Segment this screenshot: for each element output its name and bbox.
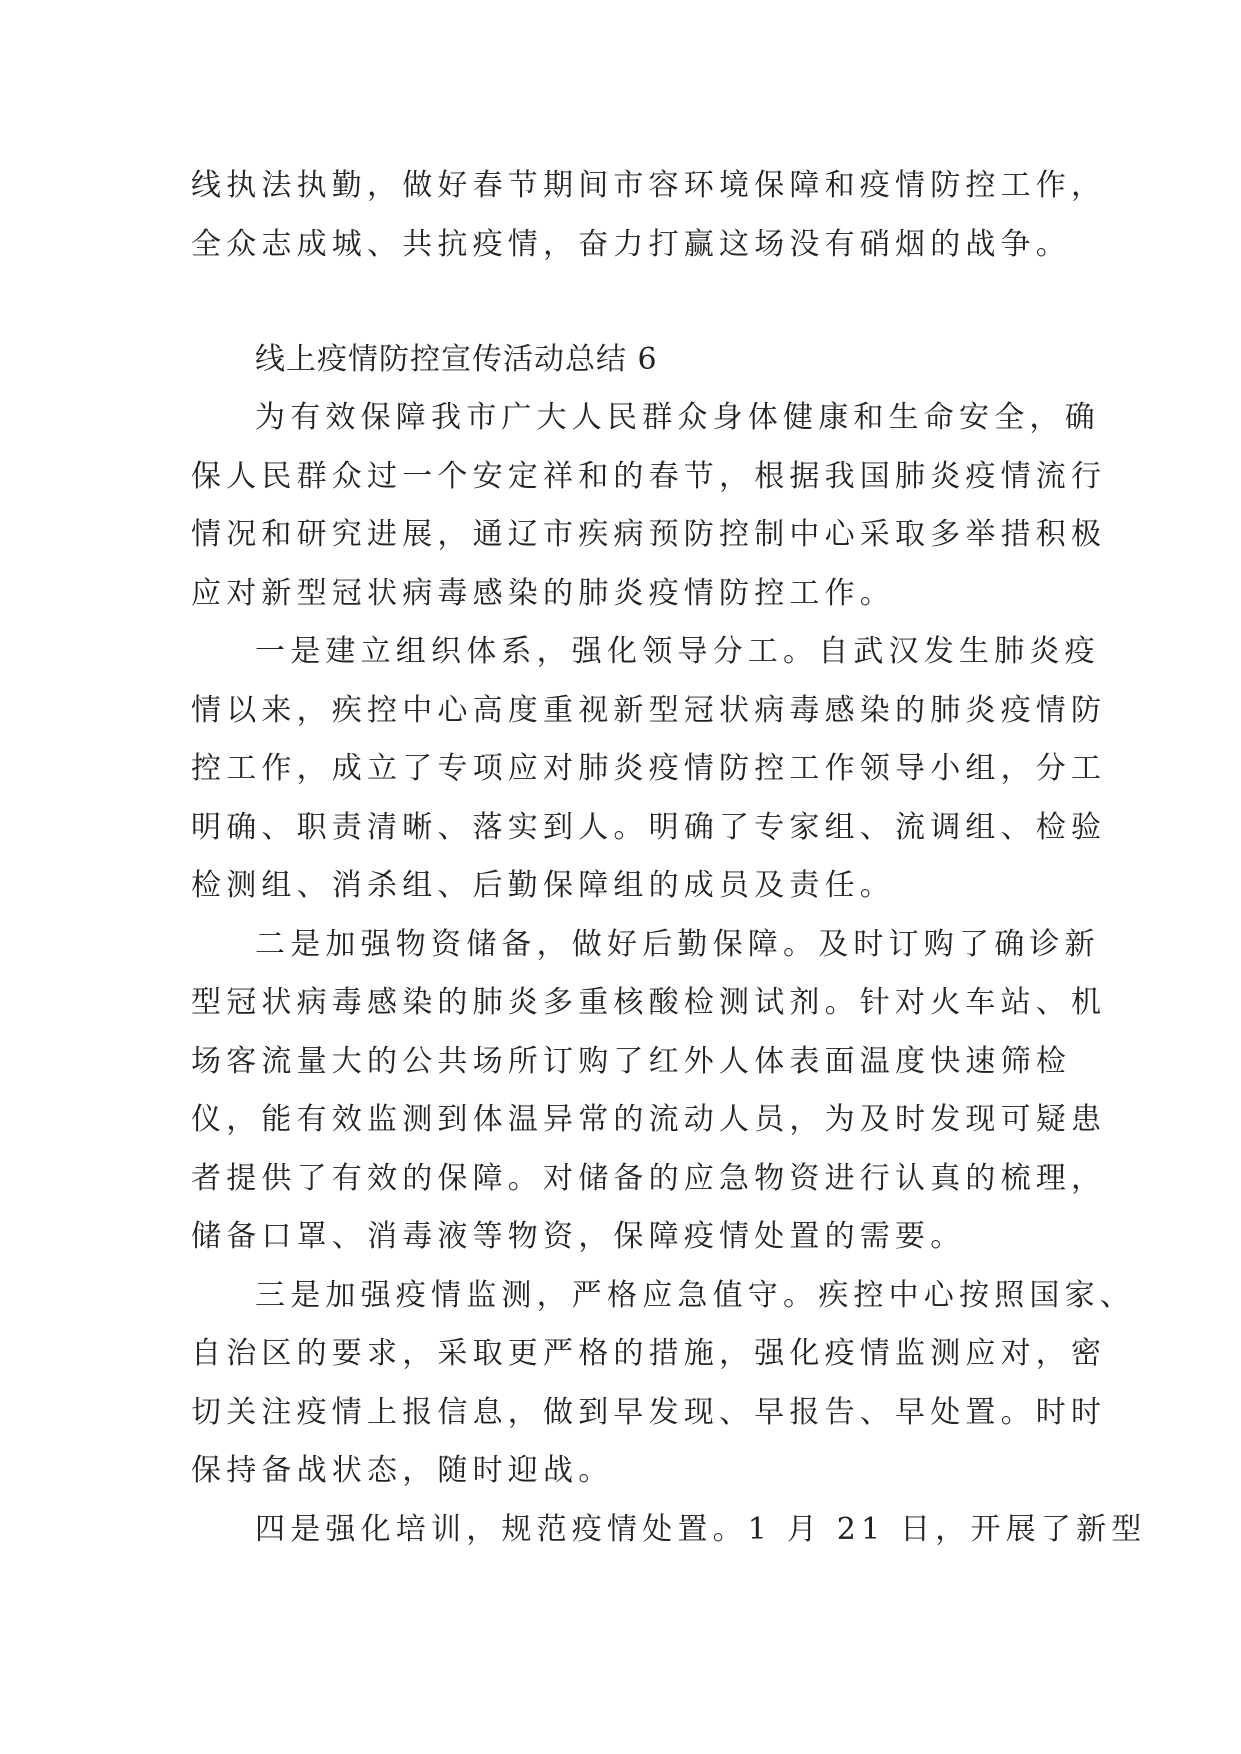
text-line: 二是加强物资储备，做好后勤保障。及时订购了确诊新 [255,927,1100,962]
text-line: 四是强化培训，规范疫情处置。1 月 21 日，开展了新型 [255,1512,1147,1547]
text-line: 仪，能有效监测到体温异常的流动人员，为及时发现可疑患 [191,1102,1107,1137]
text-line: 者提供了有效的保障。对储备的应急物资进行认真的梳理， [191,1161,1107,1196]
text-line: 检测组、消杀组、后勤保障组的成员及责任。 [191,868,895,903]
text-line: 情以来，疾控中心高度重视新型冠状病毒感染的肺炎疫情防 [191,693,1107,728]
text-line: 线执法执勤，做好春节期间市容环境保障和疫情防控工作， [191,168,1107,203]
text-line: 一是建立组织体系，强化领导分工。自武汉发生肺炎疫 [255,634,1100,669]
text-line: 为有效保障我市广大人民群众身体健康和生命安全，确 [255,400,1100,435]
text-line: 自治区的要求，采取更严格的措施，强化疫情监测应对，密 [191,1336,1107,1371]
text-line: 保人民群众过一个安定祥和的春节，根据我国肺炎疫情流行 [191,459,1107,494]
text-line: 场客流量大的公共场所订购了红外人体表面温度快速筛检 [191,1044,1071,1079]
text-line: 全众志成城、共抗疫情，奋力打赢这场没有硝烟的战争。 [191,227,1071,262]
text-line: 保持备战状态，随时迎战。 [191,1453,614,1488]
text-line: 储备口罩、消毒液等物资，保障疫情处置的需要。 [191,1219,966,1254]
text-line: 应对新型冠状病毒感染的肺炎疫情防控工作。 [191,576,895,611]
text-line: 情况和研究进展，通辽市疾病预防控制中心采取多举措积极 [191,517,1107,552]
section-heading: 线上疫情防控宣传活动总结 6 [255,342,658,377]
text-line: 三是加强疫情监测，严格应急值守。疾控中心按照国家、 [255,1278,1135,1313]
text-line: 明确、职责清晰、落实到人。明确了专家组、流调组、检验 [191,810,1107,845]
text-line: 切关注疫情上报信息，做到早发现、早报告、早处置。时时 [191,1395,1107,1430]
text-line: 型冠状病毒感染的肺炎多重核酸检测试剂。针对火车站、机 [191,985,1107,1020]
text-line: 控工作，成立了专项应对肺炎疫情防控工作领导小组，分工 [191,751,1107,786]
